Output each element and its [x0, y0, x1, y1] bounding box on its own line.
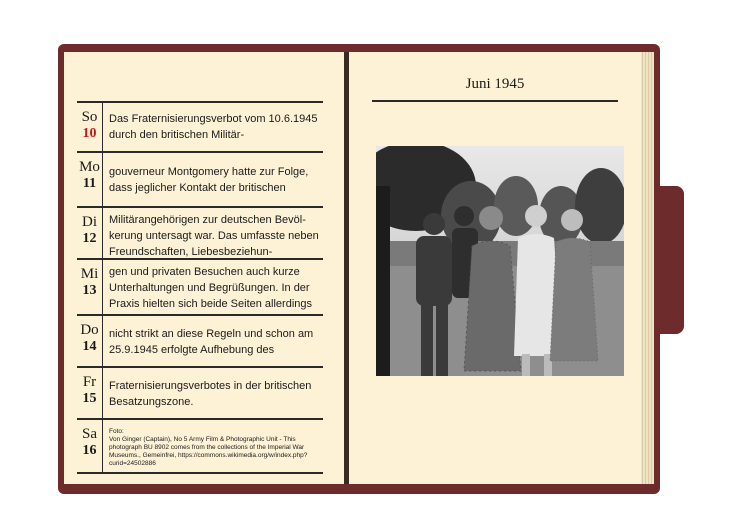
month-heading: Juni 1945 — [465, 76, 525, 92]
day-label — [77, 316, 103, 366]
day-text: nicht strikt an diese Regeln und schon am 25.9.1945 erfolgte Aufhebung des — [109, 328, 314, 356]
day-name: Sa — [82, 426, 97, 442]
day-text: gouverneur Montgomery hatte zur Folge, dass jeglicher Kontakt der britischen — [109, 166, 309, 194]
day-name: So — [81, 109, 98, 125]
day-text: Militärangehörigen zur deutschen Bevöl-kerung untersagt war. Das umfasste neben Freundschaften, Liebesbeziehun- — [109, 214, 319, 258]
day-number: 11 — [82, 176, 97, 191]
day-row-sunday — [77, 101, 323, 151]
day-label — [77, 368, 103, 418]
day-number: 13 — [82, 283, 97, 298]
day-row-friday — [77, 366, 323, 418]
day-label — [77, 260, 103, 314]
day-name: Di — [82, 214, 97, 230]
day-name: Mo — [79, 159, 100, 175]
day-row-wednesday — [77, 258, 323, 314]
page-edges — [640, 52, 654, 484]
day-row-thursday — [77, 314, 323, 366]
day-row-tuesday — [77, 206, 323, 258]
day-text: Fraternisierungsverbotes in der britischen Besatzungszone. — [109, 380, 312, 408]
day-row-saturday — [77, 418, 323, 474]
historical-photo — [376, 146, 624, 376]
day-label — [77, 153, 103, 206]
day-number: 14 — [82, 339, 97, 354]
day-label — [77, 420, 103, 472]
day-number: 15 — [82, 391, 97, 406]
day-number: 12 — [82, 231, 97, 246]
day-name: Mi — [80, 266, 99, 282]
week-calendar — [77, 101, 323, 474]
day-number: 10 — [82, 126, 97, 141]
day-number: 16 — [82, 443, 97, 458]
photo-credit: Foto: Von Ginger (Captain), No 5 Army Film & Photographic Unit - This photograph BU 8902 comes from the collections of the Imperial War Museums., Gemeinfrei, https://commons.wikimedia.org/w/index.php?curid=24502886 — [109, 428, 308, 467]
book-spine — [344, 52, 349, 484]
day-text: Das Fraternisierungsverbot vom 10.6.1945 durch den britischen Militär- — [109, 113, 318, 141]
day-name: Do — [80, 322, 99, 338]
photo-illustration — [376, 146, 624, 376]
heading-rule — [372, 100, 618, 102]
day-name: Fr — [82, 374, 97, 390]
day-row-monday — [77, 151, 323, 206]
day-label — [77, 208, 103, 258]
day-label — [77, 103, 103, 151]
day-text: gen und privaten Besuchen auch kurze Unterhaltungen und Begrüßungen. In der Praxis hielten sich beide Seiten allerdings — [109, 266, 313, 310]
